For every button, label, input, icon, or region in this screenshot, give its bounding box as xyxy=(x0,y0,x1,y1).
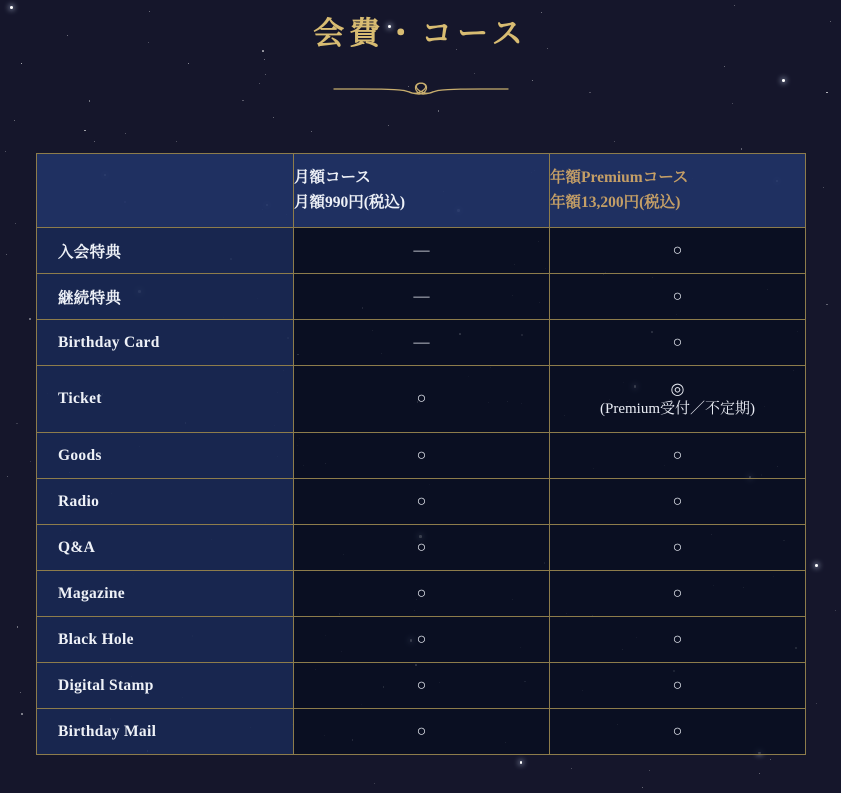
monthly-value-cell xyxy=(294,571,550,617)
monthly-mark: ○ xyxy=(416,676,427,694)
table-row xyxy=(37,571,806,617)
plan-header-premium xyxy=(550,154,806,228)
premium-note: (Premium受付／不定期) xyxy=(600,400,755,417)
monthly-value-cell xyxy=(294,228,550,274)
premium-mark: ○ xyxy=(672,333,683,351)
monthly-mark: ○ xyxy=(416,390,427,408)
premium-mark: ○ xyxy=(672,241,683,259)
monthly-mark: — xyxy=(413,333,430,351)
monthly-value-cell xyxy=(294,617,550,663)
pricing-table-header xyxy=(37,154,806,228)
premium-mark: ○ xyxy=(672,676,683,694)
monthly-value-cell xyxy=(294,663,550,709)
row-label: 入会特典 xyxy=(37,228,294,274)
monthly-mark: — xyxy=(413,287,430,305)
monthly-mark: ○ xyxy=(416,584,427,602)
table-row xyxy=(37,617,806,663)
flourish-icon xyxy=(331,73,511,103)
table-row xyxy=(37,274,806,320)
monthly-mark: ○ xyxy=(416,630,427,648)
premium-mark: ○ xyxy=(672,584,683,602)
row-label: Ticket xyxy=(37,366,294,433)
monthly-value-cell xyxy=(294,366,550,433)
monthly-value-cell xyxy=(294,525,550,571)
premium-value-cell xyxy=(550,433,806,479)
monthly-mark: ○ xyxy=(416,722,427,740)
row-label: Q&A xyxy=(37,525,294,571)
premium-value-cell xyxy=(550,320,806,366)
plan-premium-price: 年額13,200円(税込) xyxy=(550,193,681,211)
premium-value-cell xyxy=(550,366,806,433)
monthly-value-cell xyxy=(294,709,550,755)
row-label: 継続特典 xyxy=(37,274,294,320)
premium-mark: ○ xyxy=(672,446,683,464)
ornament-divider xyxy=(0,73,841,103)
premium-value-cell xyxy=(550,228,806,274)
plan-monthly-price: 月額990円(税込) xyxy=(294,193,406,211)
premium-value-cell xyxy=(550,709,806,755)
premium-mark: ○ xyxy=(672,287,683,305)
monthly-mark: ○ xyxy=(416,538,427,556)
premium-mark: ○ xyxy=(672,538,683,556)
plan-header-monthly xyxy=(294,154,550,228)
table-row xyxy=(37,320,806,366)
table-row xyxy=(37,433,806,479)
premium-value-cell xyxy=(550,617,806,663)
table-row xyxy=(37,366,806,433)
plan-monthly-name: 月額コース xyxy=(294,168,371,186)
row-label: Magazine xyxy=(37,571,294,617)
row-label: Birthday Card xyxy=(37,320,294,366)
monthly-value-cell xyxy=(294,479,550,525)
table-row xyxy=(37,709,806,755)
premium-mark: ○ xyxy=(672,630,683,648)
monthly-mark: ○ xyxy=(416,446,427,464)
pricing-table xyxy=(36,153,806,755)
premium-value-cell xyxy=(550,479,806,525)
monthly-value-cell xyxy=(294,274,550,320)
premium-value-cell xyxy=(550,571,806,617)
row-label: Goods xyxy=(37,433,294,479)
pricing-table-body xyxy=(37,228,806,755)
table-row xyxy=(37,228,806,274)
premium-value-cell xyxy=(550,525,806,571)
table-row xyxy=(37,525,806,571)
premium-mark: ○ xyxy=(672,492,683,510)
corner-header-cell xyxy=(37,154,294,228)
table-row xyxy=(37,479,806,525)
row-label: Digital Stamp xyxy=(37,663,294,709)
monthly-mark: ○ xyxy=(416,492,427,510)
monthly-value-cell xyxy=(294,433,550,479)
page-title: 会費・コース xyxy=(313,16,528,51)
premium-mark: ◎ xyxy=(670,380,685,398)
table-row xyxy=(37,663,806,709)
row-label: Birthday Mail xyxy=(37,709,294,755)
row-label: Radio xyxy=(37,479,294,525)
premium-value-cell xyxy=(550,274,806,320)
row-label: Black Hole xyxy=(37,617,294,663)
premium-value-cell xyxy=(550,663,806,709)
monthly-mark: — xyxy=(413,241,430,259)
monthly-value-cell xyxy=(294,320,550,366)
plan-premium-name: 年額Premiumコース xyxy=(550,168,689,186)
premium-mark: ○ xyxy=(672,722,683,740)
